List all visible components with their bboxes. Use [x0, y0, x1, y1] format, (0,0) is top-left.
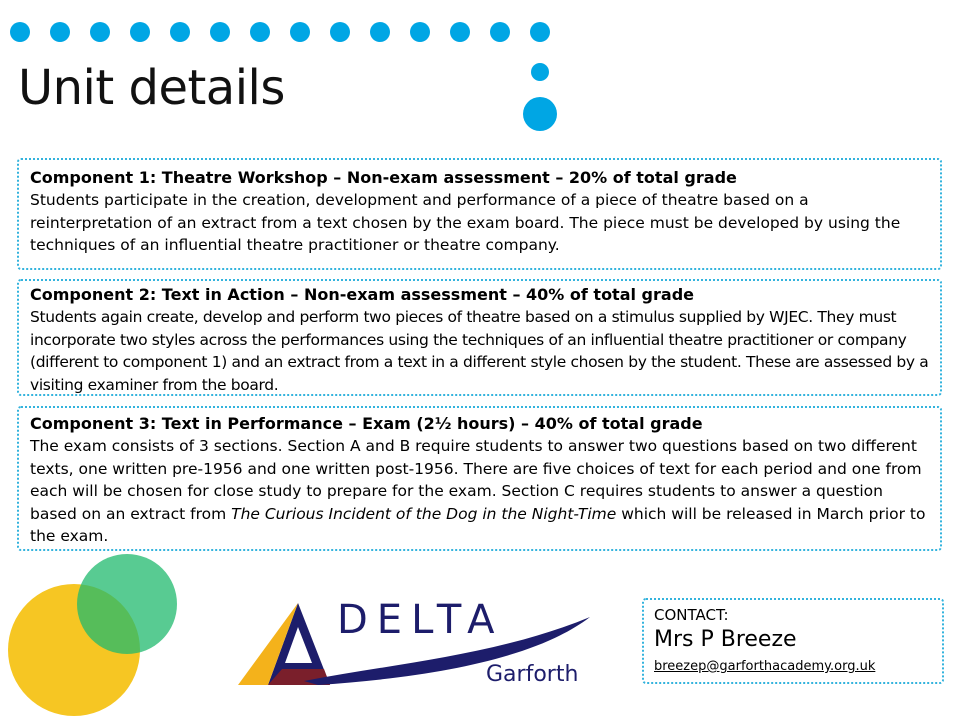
dot-icon: [330, 22, 350, 42]
component-1-heading: Component 1: Theatre Workshop – Non-exam assessment – 20% of total grade: [30, 168, 737, 187]
dot-icon: [523, 97, 557, 131]
page-title: Unit details: [18, 60, 285, 116]
component-3-heading: Component 3: Text in Performance – Exam (2½ hours) – 40% of total grade: [30, 414, 703, 433]
component-3-body-start: The exam consists of 3 sections. Section A and B require students to answer two questions based on two different texts, one written pre-1956 and one written post-1956. There are five choices of text for each period and one from each will be chosen for close study to prepare for the exam. Section C requires students to answer a question based on an extract from: [30, 437, 922, 523]
component-1-body: Students participate in the creation, development and performance of a piece of theatre based on a reinterpretation of an extract from a text chosen by the exam board. The piece must be developed by using the techniques of an influential theatre practitioner or theatre company.: [30, 191, 901, 254]
logo-subname: Garforth: [486, 662, 579, 687]
dot-icon: [250, 22, 270, 42]
dot-icon: [90, 22, 110, 42]
component-2-box: [17, 279, 942, 396]
dot-icon: [10, 22, 30, 42]
logo-name: DELTA: [337, 597, 504, 643]
component-3-book-title: The Curious Incident of the Dog in the Night-Time: [231, 504, 617, 523]
dot-icon: [530, 22, 550, 42]
dot-icon: [130, 22, 150, 42]
dot-icon: [450, 22, 470, 42]
component-3-body: [30, 435, 930, 548]
dot-icon: [370, 22, 390, 42]
dot-icon: [531, 63, 549, 81]
contact-email-link[interactable]: breezep@garforthacademy.org.uk: [654, 659, 876, 674]
dot-icon: [290, 22, 310, 42]
decorative-dots-row: [10, 22, 555, 44]
contact-name: Mrs P Breeze: [654, 627, 797, 652]
dot-icon: [210, 22, 230, 42]
contact-box: [642, 598, 944, 684]
component-3-body-end: which will be released in March prior to the exam.: [30, 504, 926, 545]
dot-icon: [50, 22, 70, 42]
contact-label: CONTACT:: [654, 606, 729, 624]
component-2-heading: Component 2: Text in Action – Non-exam assessment – 40% of total grade: [30, 285, 694, 304]
component-3-box: [17, 406, 942, 551]
dot-icon: [490, 22, 510, 42]
dot-icon: [410, 22, 430, 42]
component-2-body: Students again create, develop and perform two pieces of theatre based on a stimulus supplied by WJEC. They must incorporate two styles across the performances using the techniques of an influential theatre practitioner or company (different to component 1) and an extract from a text in a different style chosen by the student. These are assessed by a visiting examiner from the board.: [30, 308, 929, 394]
decorative-green-circle: [77, 554, 177, 654]
component-1-box: [17, 158, 942, 270]
dot-icon: [170, 22, 190, 42]
